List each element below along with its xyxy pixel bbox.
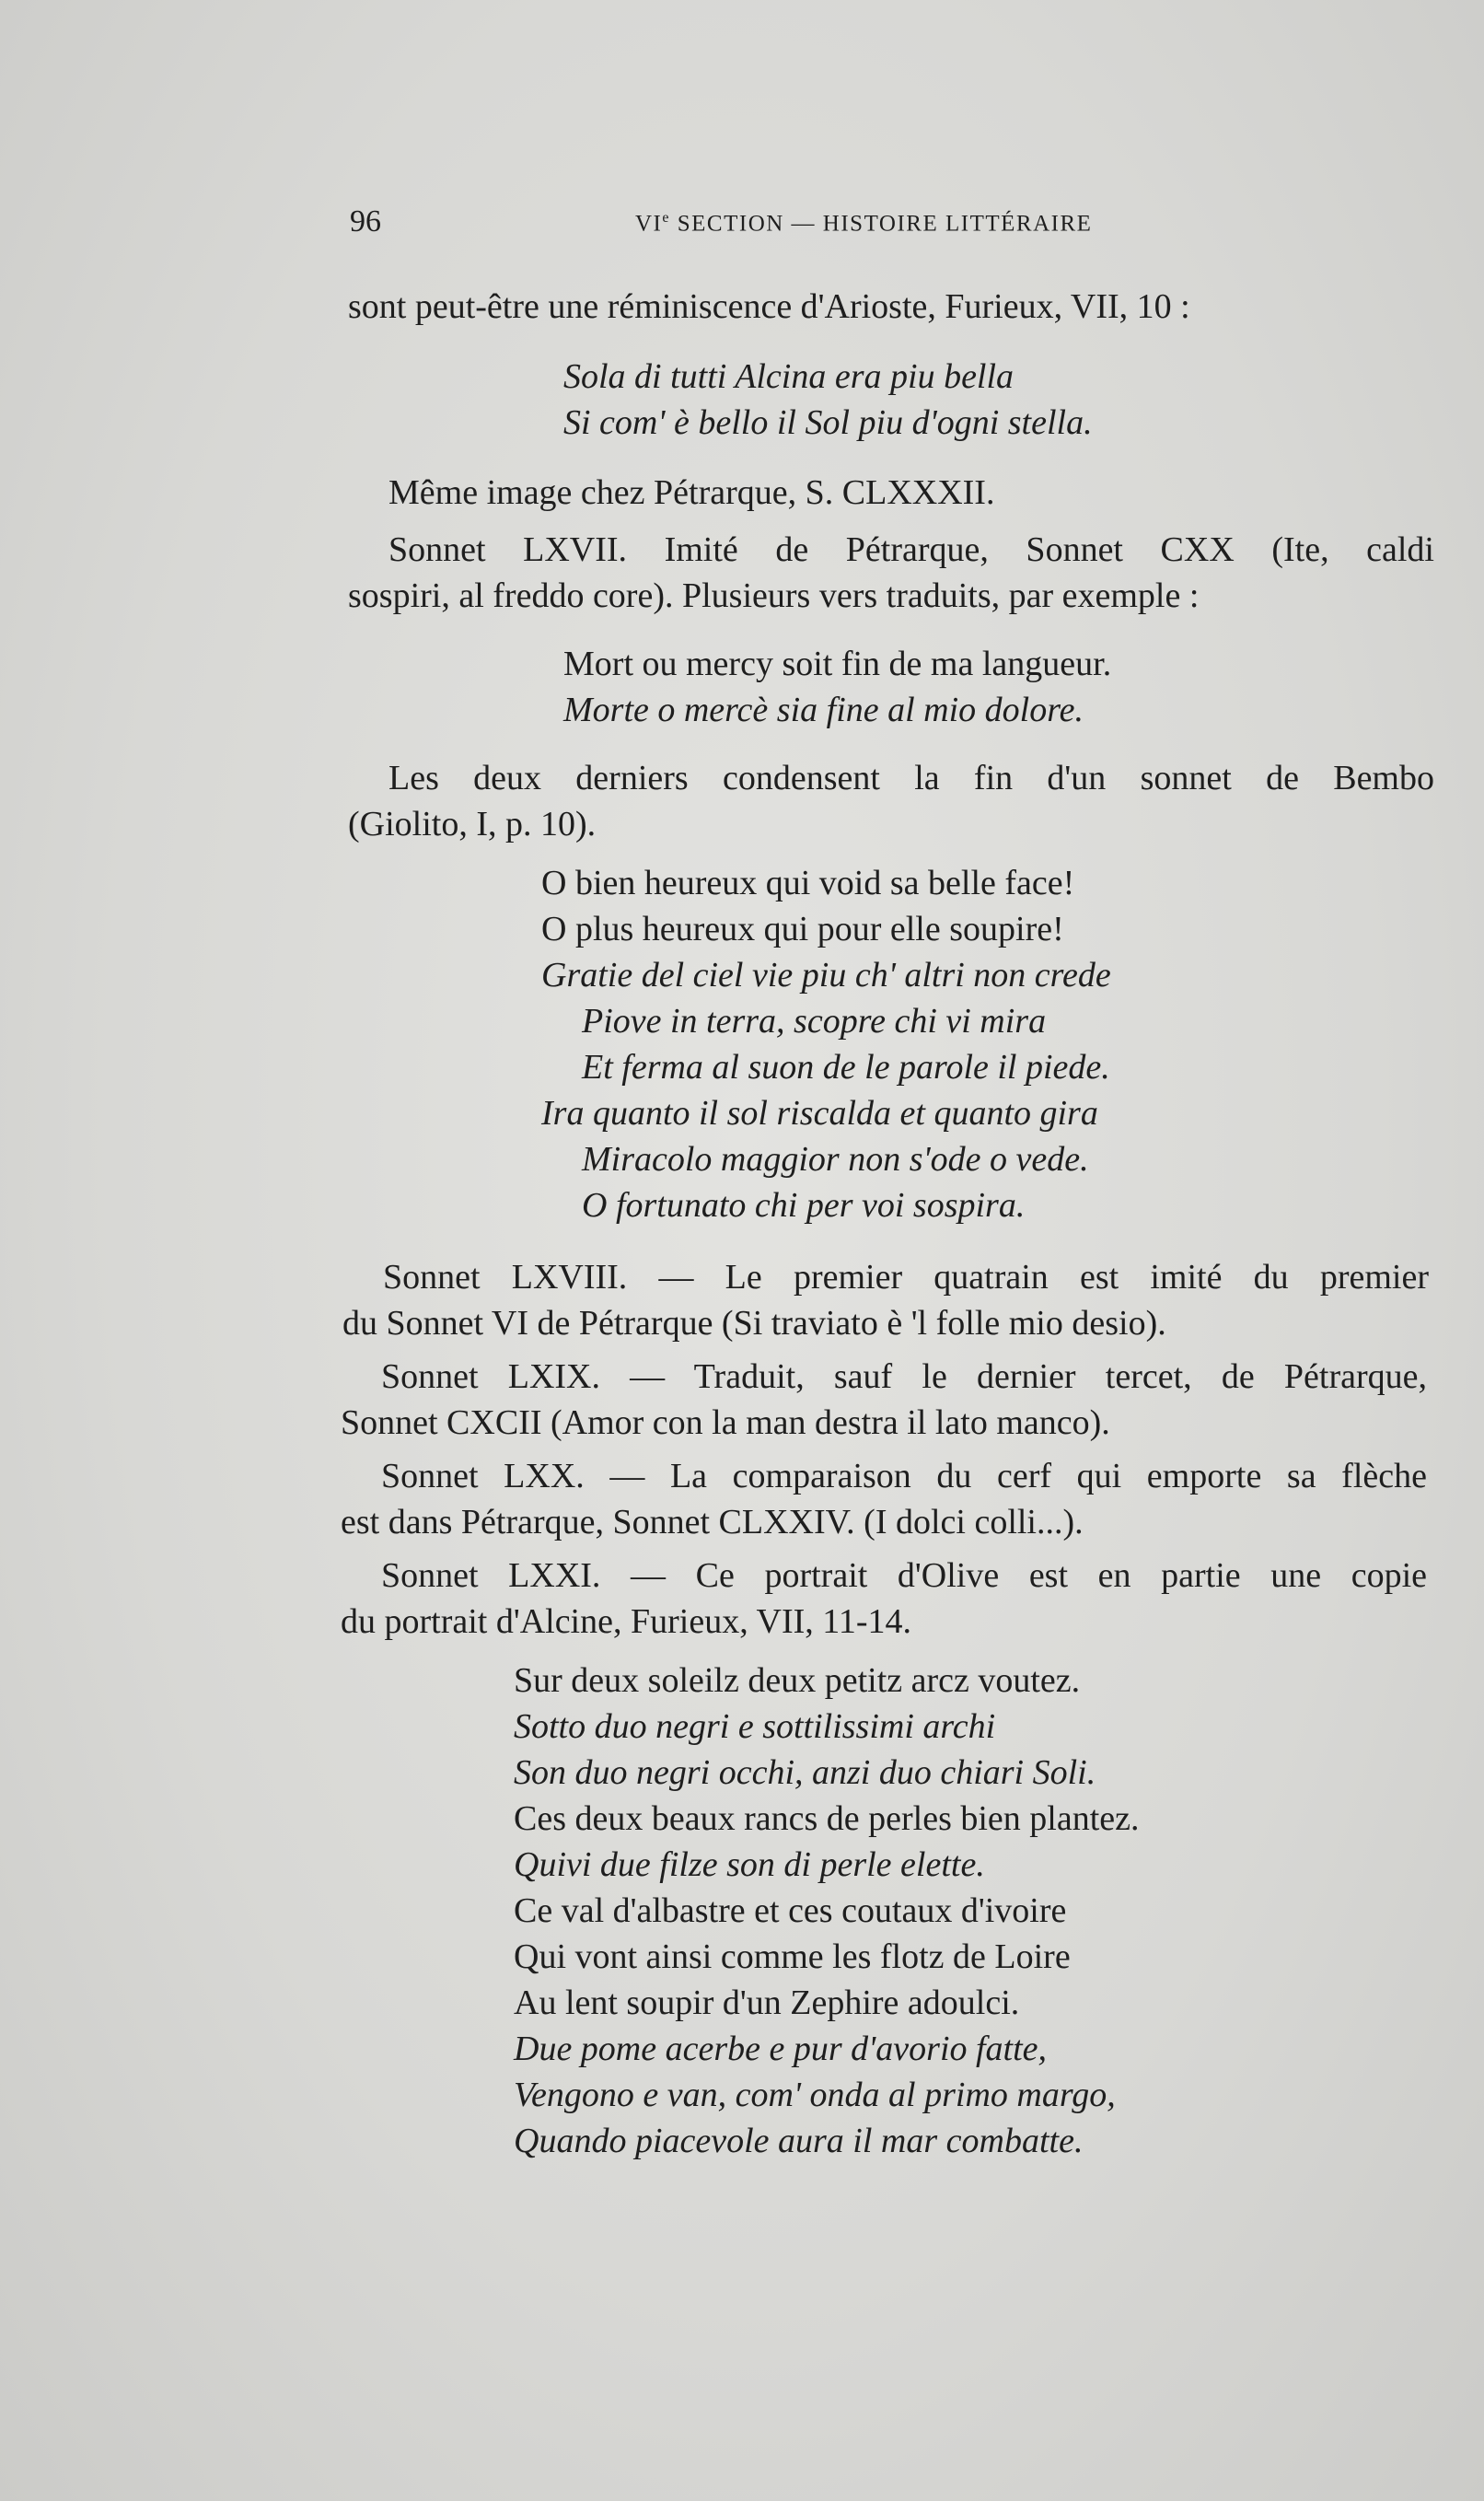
section-sup: e [662, 210, 670, 226]
running-head [635, 210, 1092, 237]
quote-4 [514, 1658, 1140, 2164]
verse-line: Ce val d'albastre et ces coutaux d'ivoire [514, 1891, 1067, 1930]
paragraph-2 [388, 470, 994, 516]
verse-line: Quivi due filze son di perle elette. [514, 1845, 985, 1884]
quote-3 [541, 860, 1111, 1228]
verse-line: Au lent soupir d'un Zephire adoulci. [514, 1983, 1020, 2022]
verse-line: Sotto duo negri e sottilissimi archi [514, 1707, 996, 1746]
paragraph-line: du portrait d'Alcine, Furieux, VII, 11-14. [341, 1602, 912, 1641]
verse-line: O plus heureux qui pour elle soupire! [541, 910, 1064, 948]
section-roman: VI [635, 211, 663, 237]
paragraph-1 [348, 284, 1434, 330]
verse-line: Morte o mercè sia fine al mio dolore. [563, 691, 1084, 729]
quote-1 [563, 354, 1093, 446]
paragraph-4 [348, 755, 1434, 847]
verse-line: Si com' è bello il Sol piu d'ogni stella. [563, 403, 1093, 442]
paragraph-8 [341, 1553, 1427, 1645]
verse-line: O fortunato chi per voi sospira. [582, 1186, 1026, 1225]
paragraph-line: du Sonnet VI de Pétrarque (Si traviato è 'l folle mio desio). [342, 1304, 1166, 1343]
verse-line: Sur deux soleilz deux petitz arcz voutez. [514, 1661, 1081, 1700]
paragraph-line: Sonnet LXVIII. — Le premier quatrain est imité du premier [383, 1258, 1429, 1297]
paragraph-line: Sonnet LXVII. Imité de Pétrarque, Sonnet CXX (Ite, caldi [388, 530, 1434, 569]
verse-line: Ces deux beaux rancs de perles bien plantez. [514, 1799, 1140, 1838]
paragraph-line: Sonnet LXXI. — Ce portrait d'Olive est en partie une copie [381, 1556, 1427, 1595]
paragraph-line: (Giolito, I, p. 10). [348, 805, 597, 843]
verse-line: O bien heureux qui void sa belle face! [541, 864, 1075, 902]
paragraph-line: sont peut-être une réminiscence d'Arioste, Furieux, VII, 10 : [348, 287, 1190, 326]
paragraph-line: Même image chez Pétrarque, S. CLXXXII. [388, 473, 995, 512]
page-number: 96 [350, 204, 381, 238]
verse-line: Qui vont ainsi comme les flotz de Loire [514, 1937, 1071, 1976]
paragraph-line: sospiri, al freddo core). Plusieurs vers traduits, par exemple : [348, 576, 1200, 615]
verse-line: Son duo negri occhi, anzi duo chiari Soli. [514, 1753, 1096, 1792]
paragraph-line: Sonnet CXCII (Amor con la man destra il lato manco). [341, 1403, 1110, 1442]
paragraph-5 [342, 1254, 1429, 1346]
verse-line: Miracolo maggior non s'ode o vede. [582, 1140, 1089, 1179]
paragraph-line: est dans Pétrarque, Sonnet CLXXIV. (I dolci colli...). [341, 1503, 1084, 1541]
paragraph-6 [341, 1354, 1427, 1446]
verse-line: Et ferma al suon de le parole il piede. [582, 1048, 1110, 1087]
verse-line: Sola di tutti Alcina era piu bella [563, 357, 1014, 396]
verse-line: Gratie del ciel vie piu ch' altri non crede [541, 956, 1111, 995]
verse-line: Mort ou mercy soit fin de ma langueur. [563, 645, 1112, 683]
paragraph-line: Sonnet LXX. — La comparaison du cerf qui emporte sa flèche [381, 1457, 1427, 1495]
verse-line: Quando piacevole aura il mar combatte. [514, 2122, 1084, 2160]
paragraph-7 [341, 1453, 1427, 1545]
quote-2 [563, 641, 1111, 733]
verse-line: Piove in terra, scopre chi vi mira [582, 1002, 1047, 1041]
paragraph-line: Sonnet LXIX. — Traduit, sauf le dernier tercet, de Pétrarque, [381, 1357, 1427, 1396]
section-title: SECTION — HISTOIRE LITTÉRAIRE [670, 211, 1093, 237]
verse-line: Due pome acerbe e pur d'avorio fatte, [514, 2030, 1048, 2068]
page-header [350, 204, 1270, 250]
paragraph-3 [348, 527, 1434, 619]
verse-line: Vengono e van, com' onda al primo margo, [514, 2076, 1116, 2114]
paragraph-line: Les deux derniers condensent la fin d'un sonnet de Bembo [388, 759, 1434, 797]
verse-line: Ira quanto il sol riscalda et quanto gira [541, 1094, 1098, 1133]
